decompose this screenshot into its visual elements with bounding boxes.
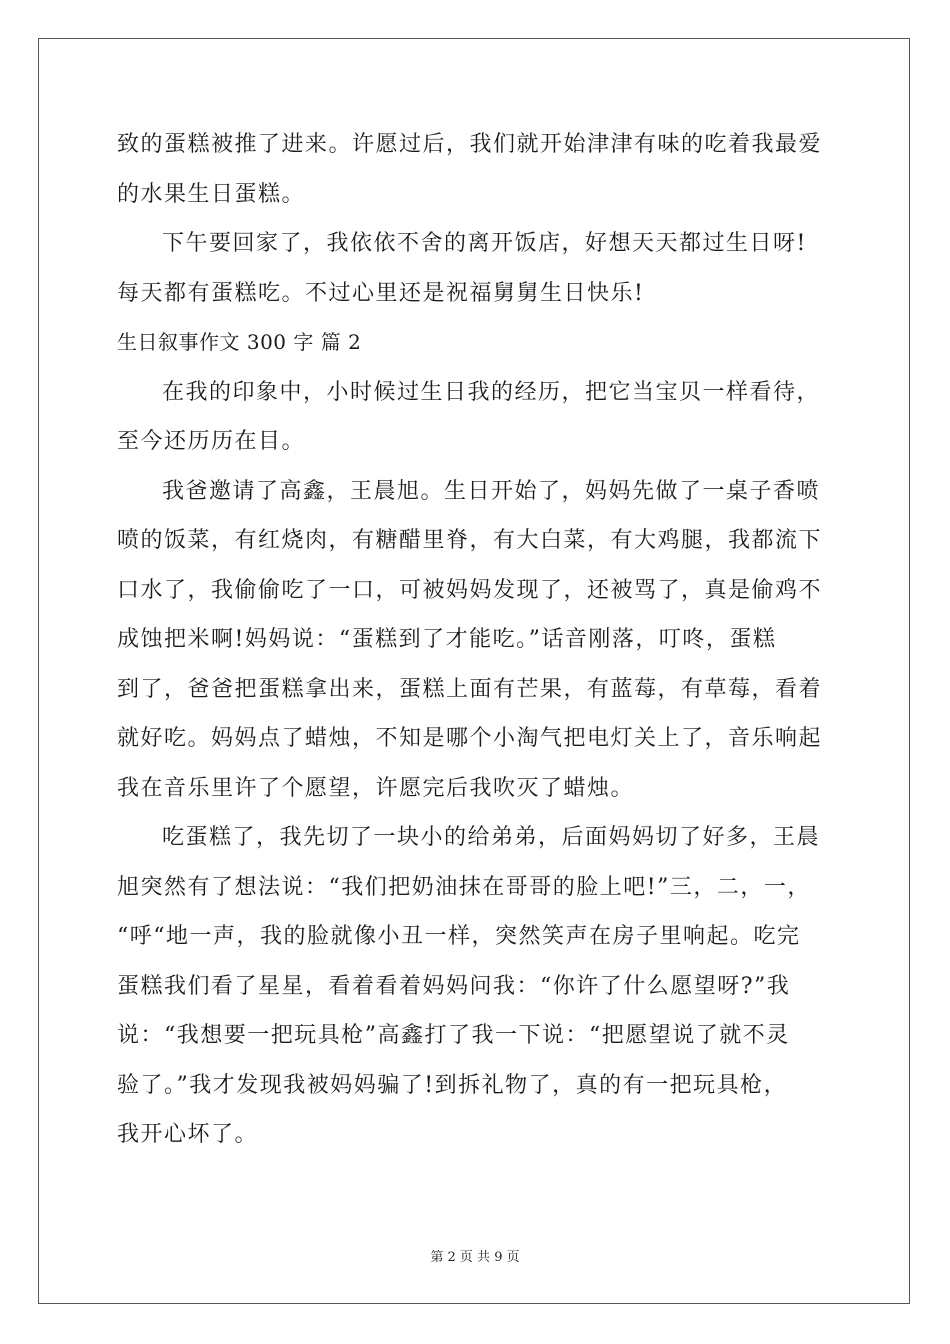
text-line: 下午要回家了，我依依不舍的离开饭店，好想天天都过生日呀! [162, 231, 807, 256]
text-line: 致的蛋糕被推了进来。许愿过后，我们就开始津津有味的吃着我最爱 [117, 132, 823, 157]
text-line: 说：“我想要一把玩具枪”高鑫打了我一下说：“把愿望说了就不灵 [117, 1023, 790, 1048]
text-line: 口水了，我偷偷吃了一口，可被妈妈发现了，还被骂了，真是偷鸡不 [117, 577, 823, 603]
text-line: 我爸邀请了高鑫，王晨旭。生日开始了，妈妈先做了一桌子香喷 [162, 478, 821, 504]
text-line: 在我的印象中，小时候过生日我的经历，把它当宝贝一样看待， [162, 379, 821, 405]
text-line: 我开心坏了。 [117, 1122, 259, 1147]
text-line: 蛋糕我们看了星星，看着看着妈妈问我：“你许了什么愿望呀?”我 [117, 973, 791, 999]
text-line: “呼“地一声，我的脸就像小丑一样，突然笑声在房子里响起。吃完 [117, 924, 801, 949]
text-line: 到了，爸爸把蛋糕拿出来，蛋糕上面有芒果，有蓝莓，有草莓，看着 [117, 676, 823, 702]
document-body [117, 120, 837, 1160]
text-line: 成蚀把米啊!妈妈说：“蛋糕到了才能吃。”话音刚落，叮咚，蛋糕 [117, 627, 777, 652]
text-line: 至今还历历在目。 [117, 429, 306, 454]
text-line: 每天都有蛋糕吃。不过心里还是祝福舅舅生日快乐! [117, 280, 645, 306]
text-line: 验了。”我才发现我被妈妈骗了!到拆礼物了，真的有一把玩具枪， [117, 1072, 788, 1098]
text-line: 我在音乐里许了个愿望，许愿完后我吹灭了蜡烛。 [117, 775, 635, 801]
text-line: 的水果生日蛋糕。 [117, 181, 306, 207]
text-line: 旭突然有了想法说：“我们把奶油抹在哥哥的脸上吧!”三，二，一， [117, 874, 811, 900]
text-line: 吃蛋糕了，我先切了一块小的给弟弟，后面妈妈切了好多，王晨 [162, 825, 821, 850]
text-line: 就好吃。妈妈点了蜡烛，不知是哪个小淘气把电灯关上了，音乐响起 [117, 726, 823, 751]
section-heading: 生日叙事作文 300 字 篇 2 [117, 330, 362, 354]
page-number-footer: 第 2 页 共 9 页 [430, 1250, 520, 1265]
text-line: 喷的饭菜，有红烧肉，有糖醋里脊，有大白菜，有大鸡腿，我都流下 [117, 528, 823, 553]
